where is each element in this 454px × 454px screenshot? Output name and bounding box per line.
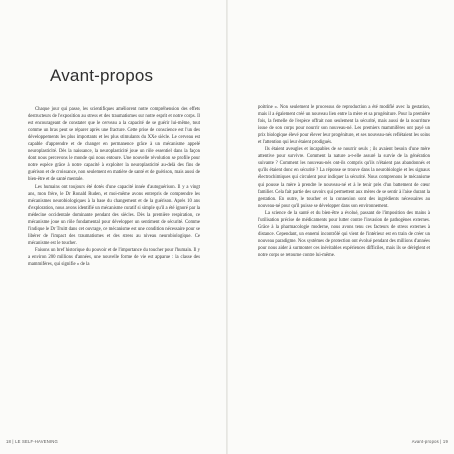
paragraph: La science de la santé et du bien-être a évolué, passant de l'imposition des mains à l'utilisation précise de médicaments pour lutter contre l'invasion de pathogènes externes. Grâce à la pharmacologie moderne, nous avons tenu ces facteurs de stress externes à distance. Cependant, un ennemi incontrôlé qui vient de l'intérieur est en train de créer un nouveau paradigme. Nos systèmes de protection ont évolué pendant des millions d'années pour nous aider à surmonter ces inévitables expériences difficiles, mais ils se dérèglent et notre corps se retourne contre lui-même. [258, 210, 430, 258]
right-page [228, 0, 454, 454]
page-title: Avant-propos [50, 66, 154, 85]
paragraph: Les humains ont toujours été dotés d'une capacité innée d'autoguérison. Il y a vingt ans, mon frère, le Dr Ronald Ruden, et moi-même avons entrepris de comprendre les mécanismes neurobiologiques à la base du changement et de la guérison. Après 10 ans d'exploration, nous avons identifié un mécanisme curatif si simple qu'il a été ignoré par la médecine occidentale dominante pendant des siècles. Dès la première respiration, ce mécanisme joue un rôle fondamental pour développer un sentiment de sécurité. Comme l'indique le Dr Truitt dans cet ouvrage, ce mécanisme est une condition nécessaire pour se libérer de l'impact des traumatismes et des stress au niveau neurobiologique. Ce mécanisme est le toucher. [28, 184, 200, 246]
right-folio: Avant-propos | 19 [411, 439, 448, 444]
paragraph: Ils étaient aveugles et incapables de se nourrir seuls ; ils avaient besoin d'une mère attentive pour survivre. Comment la nature a-t-elle assuré la survie de la génération suivante ? Comment les nouveau-nés ont-ils compris qu'ils n'étaient pas abandonnés et qu'ils étaient donc en sécurité ? La réponse se trouve dans la neurobiologie et les signaux électrochimiques qui circulent pour indiquer la sécurité. Nous comprenons le mécanisme qui pousse la mère à prendre le nouveau-né et à le tenir près d'un battement de cœur familier. Cela fait partie des savoirs qui permettent aux mères de se sentir à l'aise durant la gestation. En outre, le toucher et la connexion sont des ingrédients nécessaires au nouveau-né pour qu'il puisse se développer dans son environnement. [258, 147, 430, 209]
left-folio: 18 | LE SELF-HAVENING [6, 439, 58, 444]
left-body-text [28, 106, 200, 268]
paragraph: poitrine ». Non seulement le processus de reproduction a été modifié avec la gestation, mais il a également créé un nouveau lien entre la mère et sa progéniture. Pour la première fois, la femelle de l'espèce offrait non seulement la sécurité, mais aussi de la nourriture issue de son corps pour nourrir son nouveau-né. Les premiers mammifères ont payé un prix biologique élevé pour élever leur progéniture, et ses nouveau-nés reflétaient les soins et l'attention qui leur étaient prodigués. [258, 105, 430, 146]
paragraph: Faisons un bref historique du pouvoir et de l'importance du toucher pour l'humain. Il y a environ 200 millions d'années, une nouvelle forme de vie est apparue : la classe des mammifères, qui signifie « de la [28, 247, 200, 268]
paragraph: Chaque jour qui passe, les scientifiques améliorent notre compréhension des effets destructeurs de l'exposition au stress et des traumatismes sur notre esprit et notre corps. Il est encourageant de constater que le cerveau a la capacité de se guérir lui-même, tout comme un bras peut se réparer après une fracture. Cette prise de conscience est l'un des développements les plus importants et les plus stimulants du XXe siècle. Le cerveau est capable d'apprendre et de changer en permanence grâce à un mécanisme appelé neuroplasticité. Dès la naissance, la neuroplasticité joue un rôle essentiel dans la façon dont nous percevons le monde qui nous entoure. Une nouvelle révolution se profile pour notre espèce grâce à notre capacité à exploiter la neuroplasticité au-delà des fins de guérison et de croissance, non seulement en matière de santé et de guérison, mais aussi de bien-être et de santé mentale. [28, 107, 200, 183]
left-page [0, 0, 226, 454]
right-body-text [258, 104, 430, 259]
